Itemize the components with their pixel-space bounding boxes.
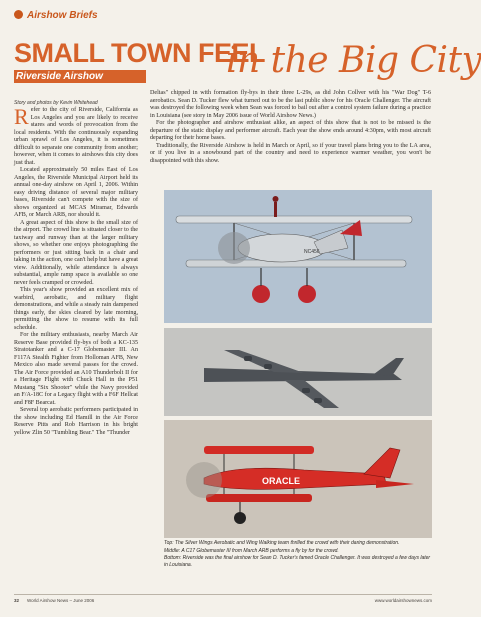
- article-column-left: [14, 104, 138, 573]
- photo-oracle-challenger: [164, 420, 432, 538]
- caption-top: Top: The Silver Wings Aerobatic and Wing Walking team thrilled the crowd with their daring demonstration.: [164, 540, 400, 546]
- livery-text: ORACLE: [262, 476, 300, 486]
- publication-info: World Airshow News – June 2006: [27, 598, 95, 603]
- drop-cap: R: [14, 104, 29, 129]
- paragraph: Several top aerobatic performers participated in the show including Ed Hamill in the Air Force Reserve Pitts and Rob Harrison in his bright yellow Zlin 50 "Tumbling Bear." The "Thunder: [14, 407, 138, 436]
- footer-left: [14, 598, 94, 603]
- bullet-icon: [14, 10, 23, 19]
- headline-subtitle: Riverside Airshow: [16, 71, 103, 82]
- section-tag: [14, 10, 98, 21]
- biplane-illustration: [164, 190, 432, 323]
- website-link[interactable]: www.worldairshownews.com: [374, 598, 432, 603]
- c17-illustration: [164, 328, 432, 416]
- headline-main: SMALL TOWN FEEL: [14, 38, 265, 68]
- paragraph: For the photographer and airshow enthusiast alike, an aspect of this show that is not to be missed is the departure of the static display and performer aircraft. Each year the show ends around 4:30pm, with most aircraft departing for their home bases.: [150, 120, 431, 141]
- footer-divider: [14, 594, 432, 595]
- tail-number: NC456: [304, 249, 320, 255]
- caption-bottom: Bottom: Riverside was the final airshow for Sean D. Tucker's famed Oracle Challenger. It was destroyed a few days later in Louisiana.: [164, 555, 431, 568]
- photo-biplane-wingwalker: [164, 190, 432, 323]
- oracle-biplane-illustration: [164, 420, 432, 538]
- paragraph: Deltas" chipped in with formation fly-bys in their three L-29s, as did John Collver with his "War Dog" T-6 aerobatics. Sean D. Tucker flew what turned out to be the last public show for his Oracle Challenger. The aircraft was destroyed the following week when Sean was forced to bail out after a control system failure during a practice in Louisiana (see story in May 2006 issue of World Airshow News.): [150, 90, 431, 119]
- page-number: 32: [14, 598, 20, 603]
- photo-captions: [164, 540, 432, 569]
- section-label: Airshow Briefs: [27, 10, 98, 21]
- byline: Story and photos by Kevin Whitehead: [14, 100, 98, 106]
- paragraph: For the military enthusiasts, nearby March Air Reserve Base provided fly-bys of both a KC-135 Stratotanker and a C-17 Globemaster III. An F117A Stealth Fighter from Holloman AFB, New Mexico also made several passes for the crowd. The Air Force provided an A10 Thunderbolt II for a Heritage Flight with Chuck Hall in the P51 Mustang "Six Shooter" while the Navy provided an F/A-18C for a Legacy flight with a F6F Hellcat and F8F Bearcat.: [14, 332, 138, 406]
- paragraph: Located approximately 50 miles East of Los Angeles, the Riverside Municipal Airport held its annual one-day airshow on April 1, 2006. Within easy driving distance of several major military bases, Riverside can't compete with the size of shows organized at MCAS Miramar, Edwards AFB, or March ARB, nor should it.: [14, 167, 138, 218]
- paragraph: This year's show provided an excellent mix of warbird, aerobatic, and military flight demonstrations, and while a steady rain dampened things early, the skies cleared by late morning, permitting the show to resume with its full schedule.: [14, 287, 138, 331]
- caption-middle: Middle: A C17 Globemaster III from March ARB performs a fly by for the crowd.: [164, 547, 339, 554]
- article-column-right: [150, 90, 431, 198]
- paragraph: A great aspect of this show is the small size of the airport. The crowd line is situated closer to the taxiway and runway than at the larger military shows, so whether one enjoys photographing the performers or just sitting back in a chair and taking in the action, one can't help but have a great view. Additionally, while attendance is always substantial, ample ramp space is available so one never feels cramped or crowded.: [14, 219, 138, 286]
- paragraph: Refer to the city of Riverside, California as Los Angeles and you are likely to receive stares and words of provocation from the local residents. With the continuously expanding urban sprawl of Los Angeles, it is sometimes difficult to separate one community from another; however, when it comes to airshows this city does just that.: [14, 104, 138, 166]
- photo-c17-flyby: [164, 328, 432, 416]
- headline-script: in the Big City: [226, 40, 481, 81]
- paragraph: Traditionally, the Riverside Airshow is held in March or April, so if your travel plans bring you to the LA area, or if you live in a snowbound part of the country and need to experience warmer weather, you won't be disappointed with this show.: [150, 142, 431, 164]
